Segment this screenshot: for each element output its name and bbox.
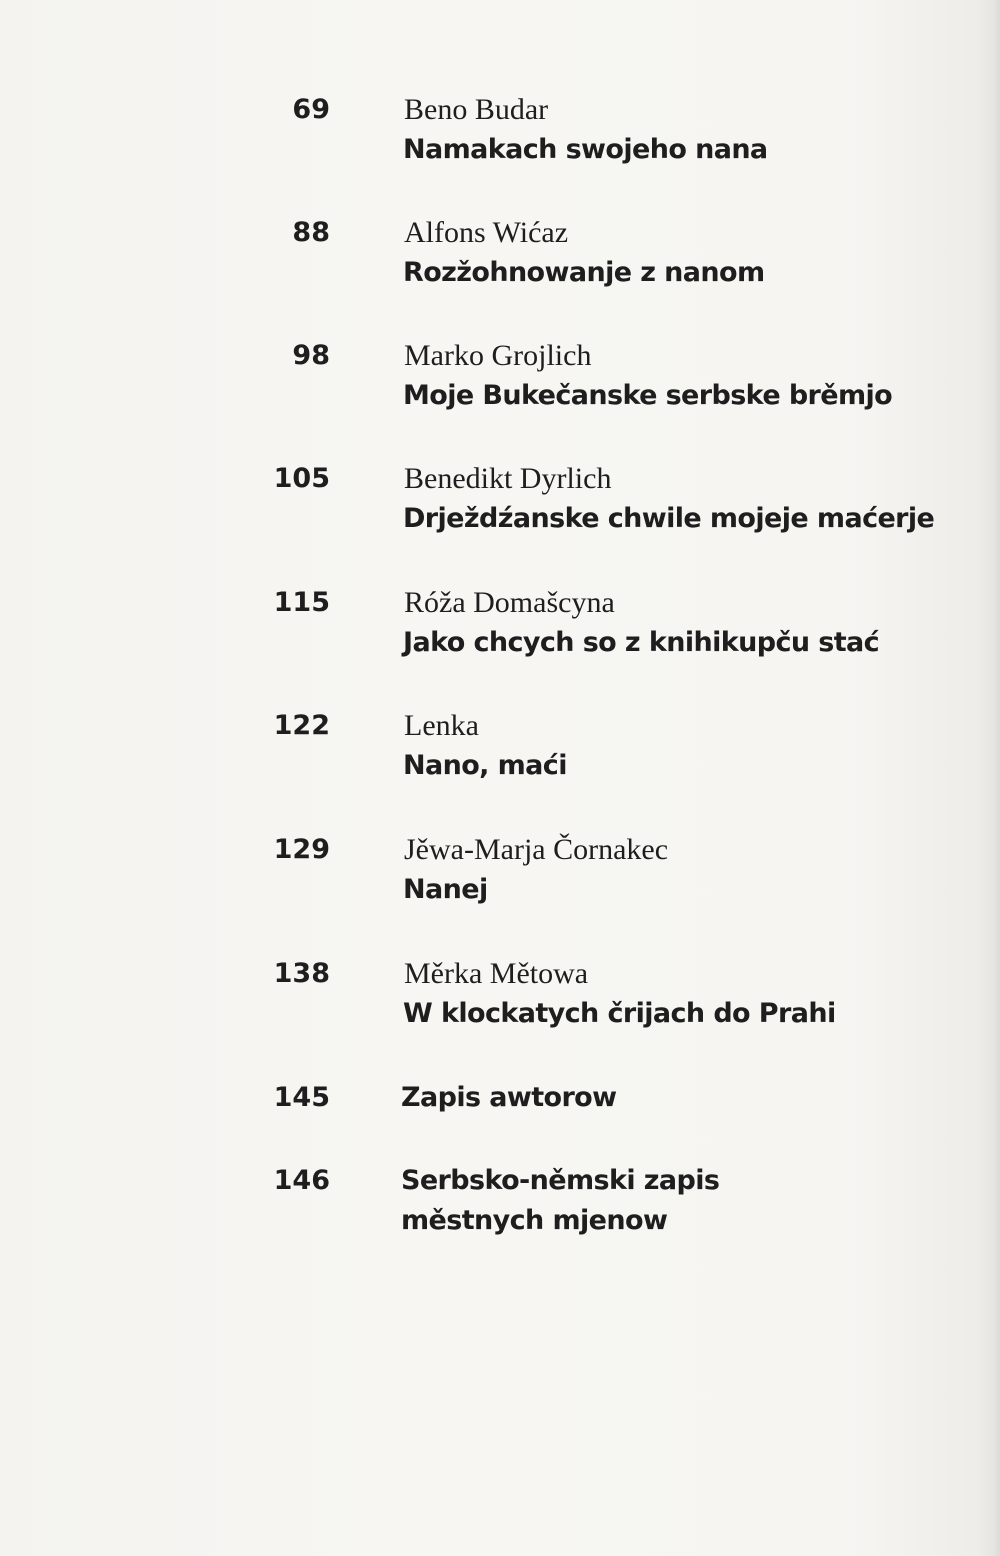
toc-page-number: 115: [273, 587, 330, 618]
toc-title: Nano, maći: [403, 750, 567, 781]
toc-author: Alfons Wićaz: [404, 216, 569, 249]
toc-page-number: 145: [273, 1082, 330, 1113]
toc-page-number: 122: [273, 710, 330, 741]
toc-title: Zapis awtorow: [401, 1082, 617, 1113]
toc-title: Jako chcych so z knihikupču stać: [403, 627, 880, 658]
toc-title: Moje Bukečanske serbske brěmjo: [403, 380, 893, 411]
toc-author: Marko Grojlich: [404, 339, 592, 372]
toc-author: Róža Domašcyna: [404, 586, 615, 619]
toc-title: Nanej: [403, 874, 488, 905]
toc-page-number: 146: [273, 1165, 330, 1196]
toc-title: Serbsko-němski zapis: [401, 1165, 720, 1196]
toc-page-number: 129: [273, 834, 330, 865]
toc-title: Drježdźanske chwile mojeje maćerje: [403, 503, 935, 534]
toc-author: Benedikt Dyrlich: [404, 462, 612, 495]
toc-author: Měrka Mětowa: [404, 957, 589, 990]
toc-author: Beno Budar: [404, 93, 549, 126]
toc-title-continued: městnych mjenow: [401, 1205, 668, 1236]
toc-title: Rozžohnowanje z nanom: [403, 257, 765, 288]
toc-title: W klockatych črijach do Prahi: [403, 998, 836, 1029]
page-edge-shadow: [978, 0, 1000, 1556]
toc-page-number: 88: [292, 217, 330, 248]
toc-page-number: 98: [292, 340, 330, 371]
toc-author: Jěwa-Marja Čornakec: [404, 833, 669, 866]
toc-page-number: 105: [273, 463, 330, 494]
toc-title: Namakach swojeho nana: [403, 134, 768, 165]
toc-author: Lenka: [404, 709, 479, 742]
toc-page-number: 138: [273, 958, 330, 989]
toc-page-number: 69: [292, 94, 330, 125]
